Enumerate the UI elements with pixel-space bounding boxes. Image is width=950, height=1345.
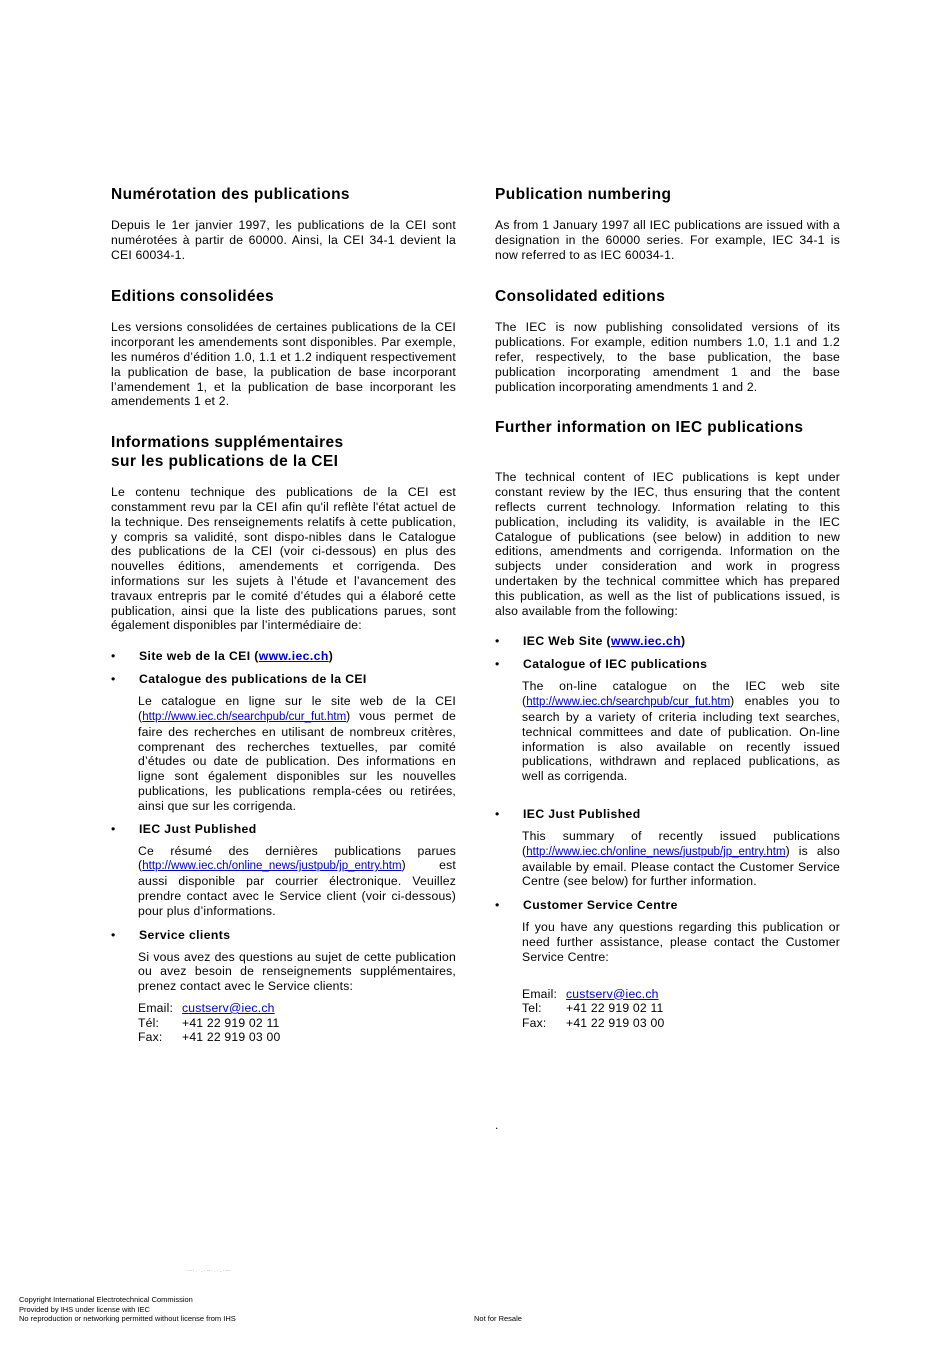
fr-catalogue-body bbox=[111, 694, 456, 813]
fr-numbering-title: Numérotation des publications bbox=[111, 186, 350, 203]
bullet-icon: • bbox=[495, 806, 500, 821]
fr-consolidated-text: Les versions consolidées de certaines publications de la CEI incorporant les amendements sont disponibles. Par exemple, les numéros d’édition 1.0, 1.1 et 1.2 indiquent respectivement la publication de base, la publication de base incorporant l’amendement 1, et la publication de base incorporant les amendements 1 et 2. bbox=[111, 320, 456, 409]
fr-tel-value: +41 22 919 02 11 bbox=[182, 1015, 280, 1030]
fr-catalogue-pre: Le catalogue en ligne sur le site web de la CEI ( bbox=[138, 694, 456, 723]
fr-just-body bbox=[111, 844, 456, 919]
fr-email-label: Email: bbox=[138, 1000, 174, 1015]
en-just-body bbox=[495, 829, 840, 889]
en-fax-label: Fax: bbox=[522, 1016, 547, 1031]
en-tel-value: +41 22 919 02 11 bbox=[566, 1001, 664, 1016]
fr-bullet-catalogue bbox=[111, 672, 456, 687]
footer-line2: Provided by IHS under license with IEC bbox=[19, 1304, 150, 1314]
fr-consolidated-title: Editions consolidées bbox=[111, 288, 275, 306]
en-catalogue-pre: The on-line catalogue on the IEC web site ( bbox=[522, 679, 840, 709]
fr-further-title-line1: Informations supplémentaires bbox=[111, 434, 344, 452]
fr-catalogue-link[interactable]: http://www.iec.ch/searchpub/cur_fut.htm bbox=[142, 710, 347, 723]
fr-catalogue-post: ) vous permet de faire des recherches en utilisant de nombreux critères, comprenant des recherches textuelles, par comité d’études ou date de publication. Des informations en ligne sont également disponibles sur les nouvelles publications, les publications rempla-cées ou retirées, ainsi que sur les corrigenda. bbox=[138, 708, 456, 813]
en-consolidated-title: Consolidated editions bbox=[495, 288, 666, 306]
fr-further-text: Le contenu technique des publications de la CEI est constamment revu par la CEI afin qu'il reflète l'état actuel de la technique. Des renseignements relatifs à cette publication, y compris sa validité, sont dispo-nibles dans le Catalogue des publications de la CEI (voir ci-dessous) en plus des nouvelles éditions, amendements et corrigenda. Des informations sur les sujets à l’étude et l’avancement des travaux entrepris par le comité d’études qui a élaboré cette publication, ainsi que la liste des publications parues, sont également disponibles par l’intermédiaire de: bbox=[111, 485, 456, 633]
en-email-link[interactable]: custserv@iec.ch bbox=[566, 986, 659, 1001]
en-web-close: ) bbox=[680, 634, 686, 649]
bullet-icon: • bbox=[111, 821, 116, 836]
en-just-pre: This summary of recently issued publications ( bbox=[522, 828, 840, 858]
fr-web-close: ) bbox=[328, 649, 334, 664]
en-bullet-service bbox=[495, 898, 840, 913]
en-contact bbox=[522, 987, 840, 1031]
en-further-title: Further information on IEC publications bbox=[495, 419, 804, 437]
fr-numbering-text: Depuis le 1er janvier 1997, les publications de la CEI sont numérotées à partir de 60000. Ainsi, la CEI 34-1 devient la CEI 60034-1. bbox=[111, 218, 456, 262]
bullet-icon: • bbox=[111, 649, 116, 664]
fr-fax-value: +41 22 919 03 00 bbox=[182, 1030, 281, 1045]
en-web-label: IEC Web Site ( bbox=[523, 634, 611, 649]
en-just-post: ) is also available by email. Please contact the Customer Service Centre (see below) for further information. bbox=[522, 843, 840, 889]
en-fax-value: +41 22 919 03 00 bbox=[566, 1016, 665, 1031]
en-catalogue-post: ) enables you to search by a variety of criteria including text searches, technical committees and date of publication. On-line information is also available on recently issued publications, withdrawn and replaced publications, as well as corrigenda. bbox=[522, 694, 840, 784]
fr-just-label: IEC Just Published bbox=[139, 821, 257, 836]
footer-line3: No reproduction or networking permitted without license from IHS bbox=[19, 1314, 236, 1323]
en-bullet-catalogue bbox=[495, 657, 840, 672]
fr-service-text: Si vous avez des questions au sujet de cette publication ou avez besoin de renseignements supplémentaires, prenez contact avec le Service clients: bbox=[138, 949, 456, 994]
fr-email-link[interactable]: custserv@iec.ch bbox=[182, 1000, 275, 1015]
en-just-label: IEC Just Published bbox=[523, 806, 641, 821]
footer-copyright bbox=[19, 1295, 236, 1324]
en-tel-label: Tel: bbox=[522, 1001, 542, 1016]
en-catalogue-link[interactable]: http://www.iec.ch/searchpub/cur_fut.htm bbox=[526, 696, 731, 709]
en-numbering-text: As from 1 January 1997 all IEC publications are issued with a designation in the 60000 series. For example, IEC 34-1 is now referred to as IEC 60034-1. bbox=[495, 218, 840, 262]
fr-service-label: Service clients bbox=[139, 927, 231, 942]
en-service-text: If you have any questions regarding this publication or need further assistance, please contact the Customer Service Centre: bbox=[522, 920, 840, 964]
faint-mark: ·–·.·.·–·.·.·–· bbox=[185, 1268, 233, 1274]
bullet-icon: • bbox=[111, 927, 116, 942]
fr-bullet-web bbox=[111, 649, 456, 664]
fr-web-label: Site web de la CEI ( bbox=[139, 649, 259, 664]
fr-service-body bbox=[111, 950, 456, 1046]
en-further-text: The technical content of IEC publications is kept under constant review by the IEC, thus ensuring that the content reflects current technology. Information relating to this publication, including its validity, is available in the IEC Catalogue of publications (see below) in addition to new editions, amendments and corrigenda. Information on the subjects under consideration and work in progress undertaken by the technical committee which has prepared this publication, as well as the list of publications issued, is also available from the following: bbox=[495, 470, 840, 618]
english-column bbox=[495, 185, 840, 1031]
footer-not-for-resale: Not for Resale bbox=[474, 1314, 522, 1323]
fr-contact bbox=[138, 1001, 456, 1045]
en-web-link[interactable]: www.iec.ch bbox=[611, 634, 681, 649]
fr-just-post: ) est aussi disponible par courrier électronique. Veuillez prendre contact avec le Service client (voir ci-dessous) pour plus d’informations. bbox=[138, 858, 456, 918]
en-service-body bbox=[495, 920, 840, 1031]
fr-web-link[interactable]: www.iec.ch bbox=[258, 649, 329, 664]
bullet-icon: • bbox=[111, 672, 116, 687]
en-bullet-just bbox=[495, 807, 840, 822]
bullet-icon: • bbox=[495, 634, 500, 649]
en-service-label: Customer Service Centre bbox=[523, 898, 678, 913]
fr-bullet-service bbox=[111, 928, 456, 943]
fr-catalogue-label: Catalogue des publications de la CEI bbox=[139, 672, 367, 687]
fr-bullet-just bbox=[111, 822, 456, 837]
stray-dot: . bbox=[495, 1118, 499, 1132]
en-just-link[interactable]: http://www.iec.ch/online_news/justpub/jp_entry.htm bbox=[526, 845, 786, 858]
en-email-label: Email: bbox=[522, 986, 558, 1001]
fr-fax-label: Fax: bbox=[138, 1030, 163, 1045]
fr-further-title-line2: sur les publications de la CEI bbox=[111, 453, 339, 471]
bullet-icon: • bbox=[495, 657, 500, 672]
fr-just-link[interactable]: http://www.iec.ch/online_news/justpub/jp_entry.htm bbox=[142, 860, 402, 873]
bullet-icon: • bbox=[495, 898, 500, 913]
en-bullet-web bbox=[495, 634, 840, 649]
fr-tel-label: Tél: bbox=[138, 1015, 160, 1030]
french-column bbox=[111, 185, 456, 1045]
en-consolidated-text: The IEC is now publishing consolidated versions of its publications. For example, edition numbers 1.0, 1.1 and 1.2 refer, respectively, to the base publication, the base publication incorporating amendment 1 and the base publication incorporating amendments 1 and 2. bbox=[495, 320, 840, 394]
en-catalogue-label: Catalogue of IEC publications bbox=[523, 657, 708, 672]
en-catalogue-body bbox=[495, 679, 840, 784]
en-numbering-title: Publication numbering bbox=[495, 186, 672, 203]
fr-further-title bbox=[111, 433, 456, 471]
fr-just-pre: Ce résumé des dernières publications parues ( bbox=[138, 843, 456, 873]
footer-line1: Copyright International Electrotechnical Commission bbox=[19, 1295, 193, 1304]
